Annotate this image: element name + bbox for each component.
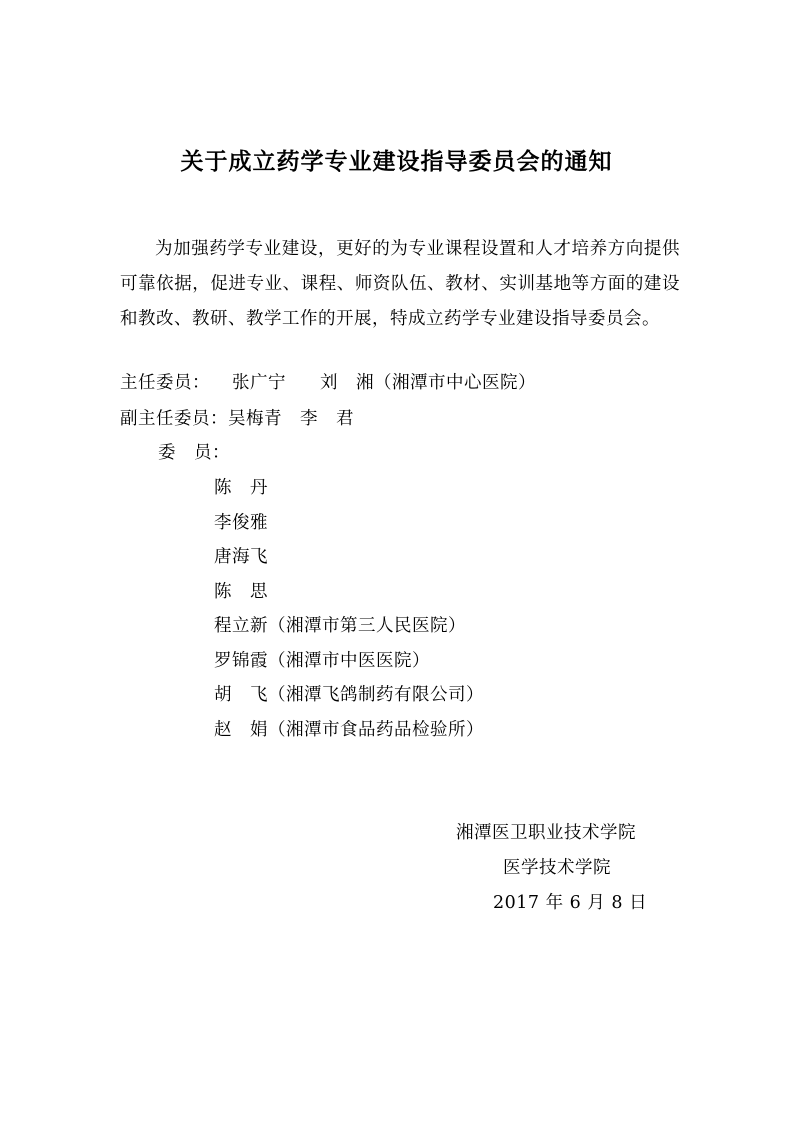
- member-item: 胡 飞（湘潭飞鸽制药有限公司）: [214, 685, 484, 705]
- signature-organization: 湘潭医卫职业技术学院: [456, 823, 636, 843]
- director-member-2: 刘 湘（湘潭市中心医院）: [320, 373, 536, 393]
- deputy-director-label: 副主任委员：: [120, 409, 228, 429]
- deputy-director-member-1: 吴梅青: [228, 409, 282, 429]
- director-label: 主任委员：: [120, 373, 210, 393]
- member-item: 罗锦霞（湘潭市中医医院）: [214, 651, 430, 671]
- member-item: 赵 娟（湘潭市食品药品检验所）: [214, 720, 484, 740]
- member-item: 程立新（湘潭市第三人民医院）: [214, 616, 466, 636]
- director-line: [120, 369, 536, 394]
- member-item: 陈 丹: [214, 478, 268, 498]
- member-item: 陈 思: [214, 582, 268, 602]
- member-item: 唐海飞: [214, 547, 268, 567]
- deputy-director-line: [120, 405, 354, 430]
- member-item: 李俊雅: [214, 513, 268, 533]
- signature-department: 医学技术学院: [503, 858, 611, 878]
- intro-paragraph: 为加强药学专业建设，更好的为专业课程设置和人才培养方向提供可靠依据，促进专业、课程、师资队伍、教材、实训基地等方面的建设和教改、教研、教学工作的开展，特成立药学专业建设指导委员会。: [120, 239, 680, 329]
- deputy-director-member-2: 李 君: [300, 409, 354, 429]
- document-title: 关于成立药学专业建设指导委员会的通知: [180, 149, 613, 175]
- members-label: 委 员：: [158, 443, 230, 463]
- director-member-1: 张广宁: [232, 373, 286, 393]
- signature-date: 2017 年 6 月 8 日: [493, 893, 648, 913]
